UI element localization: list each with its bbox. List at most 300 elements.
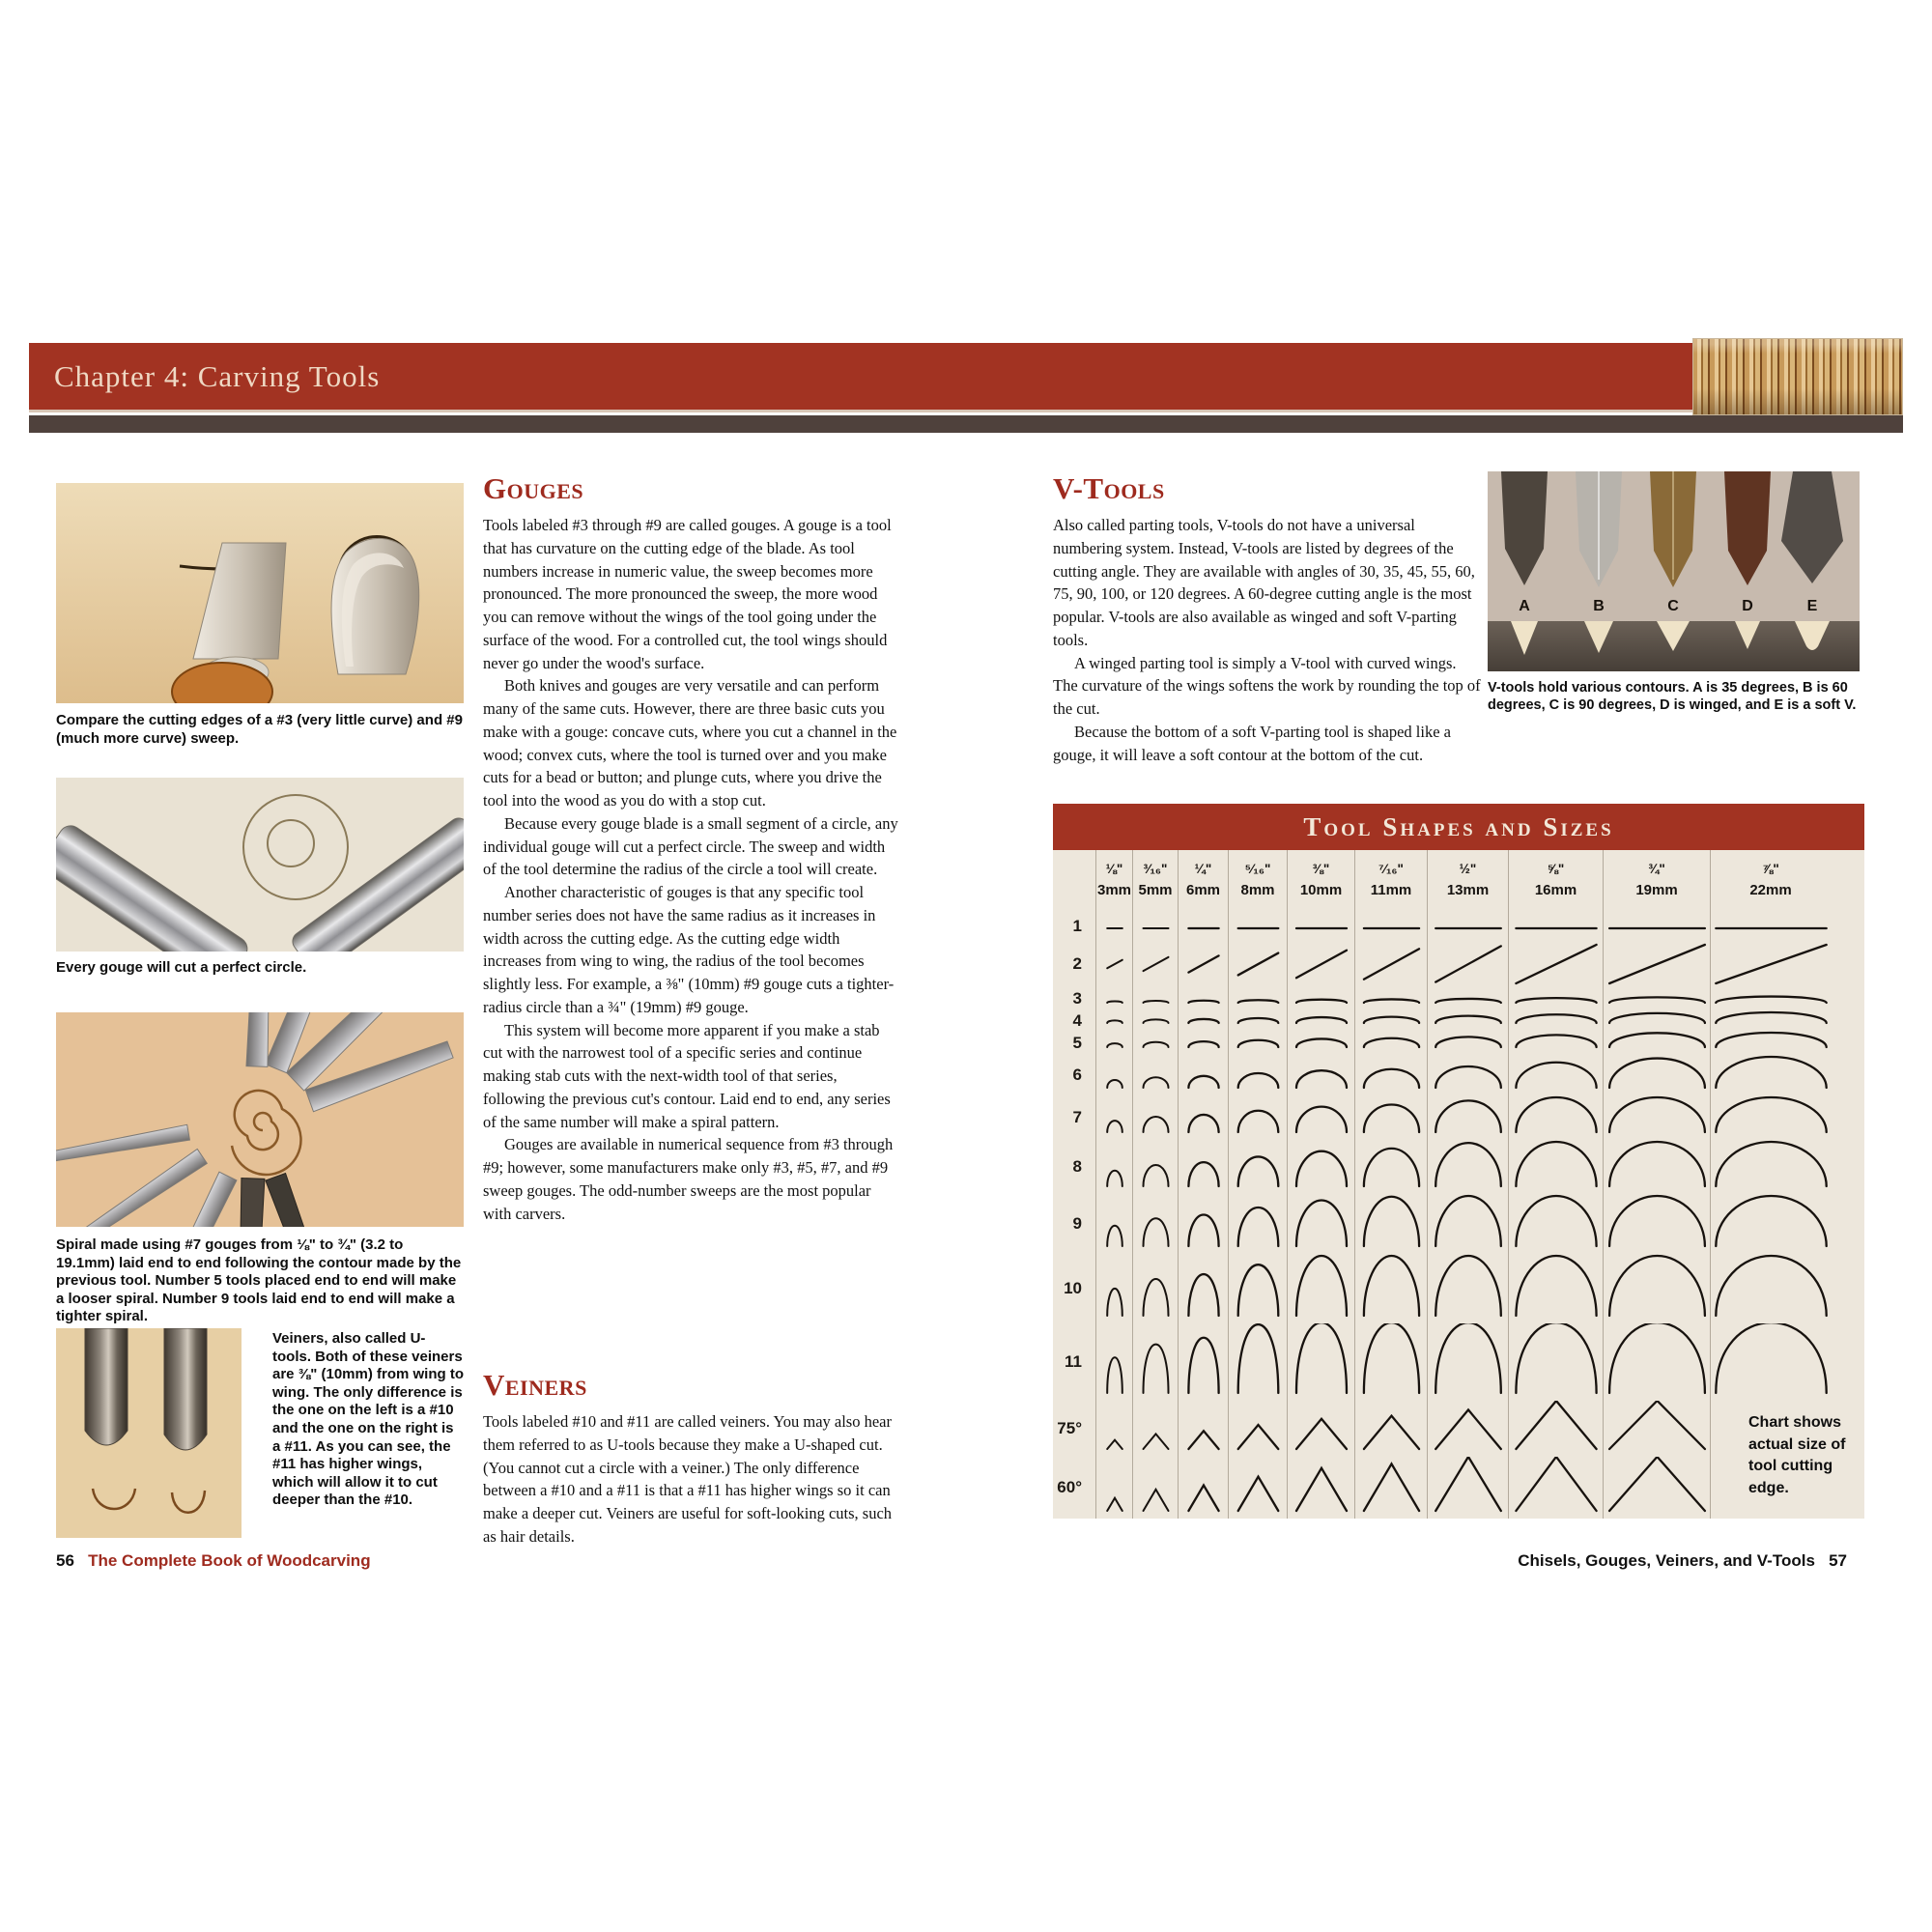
tool-profile-shape: [1435, 1256, 1501, 1316]
size-inch-label: ⁵⁄₁₆": [1244, 862, 1271, 876]
profile-cell: [1508, 1194, 1603, 1254]
profile-cell: [1427, 912, 1508, 941]
body-paragraph: Tools labeled #3 through #9 are called gouges. A gouge is a tool that has curvature on the cutting edge of the blade. As tool numbers increase in numeric value, the sweep becomes more pronounced. The more pronounced the sweep, the more wood you can remove without the wings of the tool going under the surface of the wood. For a controlled cut, the tool wings should never go under the wood's surface.: [483, 516, 892, 672]
left-page-footer: [56, 1551, 371, 1571]
tool-profile-shape: [1516, 1142, 1596, 1186]
tool-profile-shape: [1364, 1197, 1419, 1246]
tool-profile-shape: [1107, 1121, 1122, 1132]
tool-profile-shape: [1107, 1002, 1122, 1003]
profile-cell: [1178, 1194, 1228, 1254]
tool-profile-shape: [1435, 1037, 1501, 1047]
tool-profile-shape: [1238, 1000, 1279, 1003]
profile-cell: [1354, 1055, 1427, 1095]
profile-cell: [1095, 1031, 1132, 1055]
profile-cell: [1228, 1194, 1287, 1254]
tool-profile-shape: [1609, 1256, 1705, 1316]
size-mm-label: 13mm: [1446, 882, 1490, 898]
profile-cell: [1178, 941, 1228, 987]
tool-profile-shape: [1144, 1117, 1169, 1132]
profile-cell: [1603, 1055, 1710, 1095]
vtool-label: A: [1519, 598, 1530, 614]
tool-profile-shape: [1144, 1218, 1169, 1246]
profile-cell: [1427, 1031, 1508, 1055]
profile-cell: [1287, 987, 1354, 1010]
profile-cell: [1354, 941, 1427, 987]
section-body: [483, 1410, 898, 1548]
tool-profile-shape: [1516, 998, 1596, 1003]
profile-cell: [1287, 912, 1354, 941]
profile-cell: [1603, 1031, 1710, 1055]
profile-cell: [1095, 1095, 1132, 1140]
profile-cell: [1228, 1457, 1287, 1519]
size-column-header: [1095, 850, 1132, 912]
tool-profile-shape: [1609, 1323, 1705, 1393]
chart-title: Tool Shapes and Sizes: [1303, 811, 1614, 841]
profile-cell: [1427, 987, 1508, 1010]
profile-cell: [1132, 1323, 1178, 1401]
profile-cell: [1095, 1140, 1132, 1194]
body-paragraph: Also called parting tools, V-tools do not have a universal numbering system. Instead, V-tools are listed by degrees of the cutting angle. They are available with angles of 30, 35, 45, 55, 60, 75, 90, 100, or 120 degrees. A 60-degree cutting angle is the most popular. V-tools are also available as winged and soft V-parting tools.: [1053, 516, 1475, 649]
profile-cell: [1427, 1401, 1508, 1457]
profile-cell: [1710, 1031, 1831, 1055]
vtool-label: C: [1667, 598, 1679, 614]
tool-profile-shape: [1364, 1105, 1419, 1132]
profile-cell: [1178, 912, 1228, 941]
tool-profile-shape: [1188, 1019, 1218, 1023]
profile-cell: [1095, 1055, 1132, 1095]
profile-cell: [1132, 987, 1178, 1010]
profile-cell: [1132, 1254, 1178, 1323]
profile-cell: [1095, 1457, 1132, 1519]
profile-cell: [1178, 1031, 1228, 1055]
profile-cell: [1603, 1323, 1710, 1401]
profile-cell: [1603, 1010, 1710, 1031]
size-mm-label: 10mm: [1299, 882, 1343, 898]
tool-profile-shape: [1188, 1115, 1218, 1132]
tool-profile-shape: [1107, 1357, 1122, 1393]
size-inch-label: ¾": [1648, 862, 1665, 876]
tool-profile-shape: [1716, 1323, 1826, 1393]
tool-profile-shape: [1296, 1151, 1347, 1186]
tool-profile-shape: [1435, 946, 1501, 981]
tool-profile-shape: [1516, 1401, 1596, 1449]
tool-profile-shape: [1516, 1323, 1596, 1393]
carving-tools-banner-photo: [1692, 338, 1903, 415]
body-paragraph: A winged parting tool is simply a V-tool with curved wings. The curvature of the wings softens the work by rounding the top of the cut.: [1053, 653, 1481, 718]
tool-profile-shape: [1609, 1059, 1705, 1088]
tool-profile-shape: [1609, 1401, 1705, 1449]
profile-cell: [1287, 1031, 1354, 1055]
profile-cell: [1427, 1457, 1508, 1519]
figure-photo-vtool-contours: [1488, 471, 1860, 671]
tool-profile-shape: [1435, 1066, 1501, 1088]
profile-cell: [1132, 1140, 1178, 1194]
body-paragraph: Because the bottom of a soft V-parting tool is shaped like a gouge, it will leave a soft contour at the bottom of the cut.: [1053, 722, 1451, 764]
tool-profile-shape: [1364, 1416, 1419, 1449]
size-mm-label: 5mm: [1138, 882, 1173, 898]
vtool-label: D: [1742, 598, 1753, 614]
profile-cell: [1178, 987, 1228, 1010]
tool-profile-shape: [1516, 1196, 1596, 1246]
profile-cell: [1287, 1055, 1354, 1095]
size-column-header: [1228, 850, 1287, 912]
size-mm-label: 19mm: [1635, 882, 1678, 898]
size-inch-label: ¼": [1194, 862, 1212, 876]
profile-cell: [1427, 1140, 1508, 1194]
tool-profile-shape: [1188, 1076, 1218, 1088]
profile-cell: [1603, 1401, 1710, 1457]
profile-cell: [1354, 912, 1427, 941]
profile-cell: [1132, 1010, 1178, 1031]
profile-cell: [1095, 1254, 1132, 1323]
section-body: [483, 514, 898, 1225]
tool-profile-shape: [1296, 1107, 1347, 1132]
size-column-header: [1132, 850, 1178, 912]
tool-profile-shape: [1516, 1035, 1596, 1047]
tool-profile-shape: [1516, 1097, 1596, 1132]
chart-corner-cell: [1053, 850, 1095, 912]
tool-profile-shape: [1716, 945, 1826, 983]
tool-profile-shape: [1188, 1214, 1218, 1246]
tool-profile-shape: [1435, 1143, 1501, 1186]
size-column-header: [1178, 850, 1228, 912]
tool-profile-shape: [1609, 1196, 1705, 1246]
profile-cell: [1710, 1254, 1831, 1323]
profile-cell: [1132, 1031, 1178, 1055]
section-gouges: [483, 471, 898, 1225]
profile-cell: [1508, 1140, 1603, 1194]
body-paragraph: This system will become more apparent if you make a stab cut with the narrowest tool of a specific series and continue making stab cuts with the next-width tool of that series, following the previous cut's contour. Laid end to end, any series of the same number will make a spiral pattern.: [483, 1020, 891, 1131]
tool-profile-shape: [1107, 1020, 1122, 1023]
profile-cell: [1095, 987, 1132, 1010]
profile-cell: [1603, 1140, 1710, 1194]
tool-profile-shape: [1716, 1012, 1826, 1023]
size-mm-label: 3mm: [1096, 882, 1132, 898]
sweep-row-label: 6: [1072, 1065, 1082, 1084]
figure-photo-veiners: [56, 1328, 242, 1538]
tool-size-chart: [1053, 804, 1864, 1519]
profile-cell: [1095, 1401, 1132, 1457]
body-paragraph: Another characteristic of gouges is that any specific tool number series does not have the same radius as it increases in width across the cutting edge. As the cutting edge width increases from wing to wing, the radius of the tool becomes slightly less. For example, a ⅜" (10mm) #9 gouge cuts a tighter-radius circle than a ¾" (19mm) #9 gouge.: [483, 883, 895, 1016]
profile-cell: [1603, 1095, 1710, 1140]
profile-cell: [1710, 1010, 1831, 1031]
tool-profile-shape: [1144, 1001, 1169, 1003]
profile-cell: [1228, 1254, 1287, 1323]
tool-profile-shape: [1435, 1323, 1501, 1393]
tool-profile-shape: [1364, 1256, 1419, 1316]
tool-profile-shape: [1188, 1338, 1218, 1393]
profile-cell: [1095, 1323, 1132, 1401]
tool-profile-shape: [1716, 1097, 1826, 1132]
tool-profile-shape: [1716, 1033, 1826, 1047]
tool-profile-shape: [1144, 1279, 1169, 1316]
section-veiners: [483, 1368, 898, 1548]
section-heading: Veiners: [483, 1368, 587, 1402]
figure-photo-gouge-sweeps: [56, 483, 464, 703]
profile-cell: [1178, 1140, 1228, 1194]
tool-profile-shape: [1296, 1323, 1347, 1393]
size-mm-label: 8mm: [1240, 882, 1275, 898]
tool-profile-shape: [1435, 1016, 1501, 1023]
tool-profile-shape: [1144, 1165, 1169, 1186]
tool-profile-shape: [1238, 1324, 1279, 1393]
tool-profile-shape: [1238, 953, 1279, 976]
profile-cell: [1228, 1140, 1287, 1194]
profile-cell: [1710, 912, 1831, 941]
profile-cell: [1710, 941, 1831, 987]
page-number: 57: [1829, 1551, 1847, 1570]
tool-profile-shape: [1609, 1097, 1705, 1132]
tool-profile-shape: [1107, 1171, 1122, 1186]
tool-profile-shape: [1609, 997, 1705, 1003]
sweep-row-label: 4: [1072, 1010, 1082, 1030]
profile-cell: [1287, 1140, 1354, 1194]
tool-profile-shape: [1364, 1069, 1419, 1088]
tool-profile-shape: [1144, 1077, 1169, 1088]
profile-cell: [1228, 912, 1287, 941]
body-paragraph: Gouges are available in numerical sequence from #3 through #9; however, some manufacturers make only #3, #5, #7, and #9 sweep gouges. The odd-number sweeps are the most popular with carvers.: [483, 1135, 894, 1223]
tool-profile-shape: [1144, 1345, 1169, 1393]
tool-profile-shape: [1609, 1142, 1705, 1186]
sweep-row-label: 75°: [1057, 1419, 1082, 1437]
tool-profile-shape: [1296, 1419, 1347, 1449]
tool-profile-shape: [1144, 1042, 1169, 1047]
profile-cell: [1287, 1323, 1354, 1401]
profile-cell: [1427, 1323, 1508, 1401]
right-page-footer: [1518, 1551, 1847, 1571]
vtool-label: E: [1806, 598, 1818, 614]
section-body: [1053, 514, 1483, 766]
profile-cell: [1354, 1031, 1427, 1055]
profile-cell: [1508, 1254, 1603, 1323]
profile-cell: [1427, 941, 1508, 987]
profile-cell: [1287, 1254, 1354, 1323]
profile-cell: [1354, 1010, 1427, 1031]
profile-cell: [1095, 941, 1132, 987]
profile-cell: [1508, 912, 1603, 941]
chart-note: Chart shows actual size of tool cutting edge.: [1748, 1414, 1846, 1496]
section-heading: Gouges: [483, 471, 584, 505]
profile-cell: [1132, 1194, 1178, 1254]
size-mm-label: 11mm: [1370, 882, 1412, 898]
section-heading: V-Tools: [1053, 471, 1165, 505]
tool-profile-shape: [1364, 949, 1419, 979]
tool-profile-shape: [1296, 951, 1347, 979]
profile-cell: [1427, 1055, 1508, 1095]
tool-profile-shape: [1188, 955, 1218, 972]
tool-profile-shape: [1716, 1057, 1826, 1088]
chapter-title: Chapter 4: Carving Tools: [54, 358, 381, 393]
tool-profile-shape: [1435, 1457, 1501, 1511]
figure-caption: Compare the cutting edges of a #3 (very little curve) and #9 (much more curve) sweep.: [56, 712, 463, 747]
size-inch-label: ⁷⁄₁₆": [1378, 862, 1404, 876]
sweep-row-label: 3: [1072, 989, 1082, 1008]
sweep-row-label: 10: [1064, 1279, 1082, 1297]
tool-profile-shape: [1716, 1196, 1826, 1246]
profile-cell: [1354, 987, 1427, 1010]
profile-cell: [1095, 1010, 1132, 1031]
profile-cell: [1287, 1010, 1354, 1031]
sweep-row-label: 2: [1072, 954, 1082, 973]
profile-cell: [1508, 987, 1603, 1010]
profile-cell: [1095, 912, 1132, 941]
vtool-label: B: [1593, 598, 1605, 614]
tool-profile-shape: [1238, 1156, 1279, 1186]
tool-profile-shape: [1296, 1038, 1347, 1047]
tool-profile-shape: [1238, 1073, 1279, 1088]
tool-profile-shape: [1516, 945, 1596, 983]
tool-profile-shape: [1107, 1226, 1122, 1246]
profile-cell: [1228, 1095, 1287, 1140]
profile-cell: [1228, 1323, 1287, 1401]
tool-profile-shape: [1516, 1014, 1596, 1023]
tool-profile-shape: [1364, 1323, 1419, 1393]
profile-cell: [1354, 1254, 1427, 1323]
tool-profile-shape: [1107, 1440, 1122, 1449]
profile-cell: [1710, 1140, 1831, 1194]
size-inch-label: ³⁄₁₆": [1143, 862, 1168, 876]
tool-profile-shape: [1364, 1463, 1419, 1511]
tool-profile-shape: [1296, 1468, 1347, 1511]
chart-grid: [1053, 850, 1864, 1519]
profile-cell: [1603, 1194, 1710, 1254]
sweep-row-label: 8: [1072, 1157, 1082, 1176]
body-paragraph: Tools labeled #10 and #11 are called veiners. You may also hear them referred to as U-tools because they make a U-shaped cut. (You cannot cut a circle with a veiner.) The only difference between a #10 and a #11 is that a #11 has higher wings so it can make a deeper cut. Veiners are useful for soft-looking cuts, such as hair details.: [483, 1412, 893, 1546]
figure-photo-perfect-circle: [56, 778, 464, 952]
size-inch-label: ⅜": [1312, 862, 1330, 876]
tool-profile-shape: [1238, 1040, 1279, 1047]
profile-cell: [1508, 1457, 1603, 1519]
profile-cell: [1603, 912, 1710, 941]
tool-profile-shape: [1188, 1162, 1218, 1186]
sweep-row-label: 7: [1072, 1108, 1082, 1126]
tool-profile-shape: [1188, 1274, 1218, 1316]
profile-cell: [1354, 1194, 1427, 1254]
tool-profile-shape: [1435, 1196, 1501, 1246]
tool-profile-shape: [1188, 1041, 1218, 1047]
profile-cell: [1508, 1010, 1603, 1031]
size-column-header: [1427, 850, 1508, 912]
profile-cell: [1228, 1031, 1287, 1055]
profile-cell: [1603, 941, 1710, 987]
size-inch-label: ⅛": [1105, 862, 1123, 876]
profile-cell: [1287, 941, 1354, 987]
profile-cell: [1508, 1401, 1603, 1457]
profile-cell: [1603, 1457, 1710, 1519]
profile-cell: [1132, 941, 1178, 987]
body-paragraph: Both knives and gouges are very versatile and can perform many of the same cuts. However, there are three basic cuts you make with a gouge: concave cuts, where you cut a channel in the wood; convex cuts, where the tool is turned over and you make cuts for a bead or button; and plunge cuts, where you drive the tool into the wood as you do with a stop cut.: [483, 676, 897, 810]
tool-profile-shape: [1107, 1043, 1122, 1047]
figure-caption: Every gouge will cut a perfect circle.: [56, 959, 307, 976]
profile-cell: [1710, 1194, 1831, 1254]
profile-cell: [1178, 1323, 1228, 1401]
profile-cell: [1178, 1254, 1228, 1323]
size-column-header: [1710, 850, 1831, 912]
profile-cell: [1508, 1095, 1603, 1140]
size-inch-label: ½": [1459, 862, 1477, 876]
body-paragraph: Because every gouge blade is a small segment of a circle, any individual gouge will cut a perfect circle. The sweep and width of the tool determine the radius of the circle a tool will create.: [483, 813, 898, 879]
tool-profile-shape: [1516, 1063, 1596, 1088]
chapter-header-bar: [29, 343, 1903, 412]
profile-cell: [1710, 1095, 1831, 1140]
profile-cell: [1427, 1095, 1508, 1140]
tool-profile-shape: [1107, 1498, 1122, 1511]
header-divider-bar: [29, 415, 1903, 433]
profile-cell: [1710, 1323, 1831, 1401]
profile-cell: [1508, 1055, 1603, 1095]
profile-cell: [1132, 1095, 1178, 1140]
chapter-footer-title: Chisels, Gouges, Veiners, and V-Tools: [1518, 1551, 1815, 1570]
tool-profile-shape: [1716, 1256, 1826, 1316]
vtools-figure-caption: V-tools hold various contours. A is 35 degrees, B is 60 degrees, C is 90 degrees, D is winged, and E is a soft V.: [1488, 680, 1857, 714]
tool-profile-shape: [1188, 1431, 1218, 1449]
figure-caption: Veiners, also called U-tools. Both of these veiners are ⅜" (10mm) from wing to wing. The only difference is the one on the left is a #10 and the one on the right is a #11. As you can see, the #11 has higher wings, which will allow it to cut deeper than the #10.: [272, 1330, 464, 1509]
profile-cell: [1354, 1401, 1427, 1457]
profile-cell: [1508, 1031, 1603, 1055]
profile-cell: [1095, 1194, 1132, 1254]
profile-cell: [1228, 941, 1287, 987]
profile-cell: [1427, 1194, 1508, 1254]
tool-profile-shape: [1716, 1142, 1826, 1186]
profile-cell: [1710, 1055, 1831, 1095]
tool-profile-shape: [1238, 1425, 1279, 1449]
tool-profile-shape: [1107, 1289, 1122, 1316]
tool-profile-shape: [1609, 1033, 1705, 1047]
tool-profile-shape: [1144, 1434, 1169, 1449]
profile-cell: [1287, 1401, 1354, 1457]
tool-profile-shape: [1188, 1001, 1218, 1003]
profile-cell: [1287, 1095, 1354, 1140]
tool-profile-shape: [1238, 1111, 1279, 1132]
profile-cell: [1228, 1055, 1287, 1095]
profile-cell: [1178, 1457, 1228, 1519]
tool-profile-shape: [1435, 1100, 1501, 1132]
tool-profile-shape: [1364, 999, 1419, 1003]
profile-cell: [1178, 1010, 1228, 1031]
sweep-row-label: 11: [1065, 1352, 1082, 1371]
tool-profile-shape: [1144, 957, 1169, 971]
sweep-row-label: 9: [1072, 1214, 1082, 1233]
size-column-header: [1354, 850, 1427, 912]
page-number: 56: [56, 1551, 74, 1570]
tool-profile-shape: [1144, 1019, 1169, 1023]
profile-cell: [1508, 1323, 1603, 1401]
tool-profile-shape: [1716, 997, 1826, 1003]
profile-cell: [1427, 1254, 1508, 1323]
tool-profile-shape: [1435, 999, 1501, 1003]
profile-cell: [1710, 987, 1831, 1010]
tool-profile-shape: [1435, 1409, 1501, 1449]
profile-cell: [1427, 1010, 1508, 1031]
size-inch-label: ⅝": [1547, 862, 1565, 876]
profile-cell: [1178, 1401, 1228, 1457]
profile-cell: [1228, 987, 1287, 1010]
tool-profile-shape: [1364, 1038, 1419, 1047]
tool-profile-shape: [1188, 1485, 1218, 1511]
tool-profile-shape: [1609, 1457, 1705, 1511]
profile-cell: [1228, 1010, 1287, 1031]
sweep-row-label: 1: [1072, 917, 1082, 935]
tool-profile-shape: [1364, 1149, 1419, 1186]
profile-cell: [1603, 987, 1710, 1010]
size-column-header: [1508, 850, 1603, 912]
size-mm-label: 6mm: [1185, 882, 1221, 898]
profile-cell: [1132, 1401, 1178, 1457]
profile-cell: [1508, 941, 1603, 987]
profile-cell: [1287, 1194, 1354, 1254]
profile-cell: [1178, 1095, 1228, 1140]
tool-profile-shape: [1296, 1200, 1347, 1246]
